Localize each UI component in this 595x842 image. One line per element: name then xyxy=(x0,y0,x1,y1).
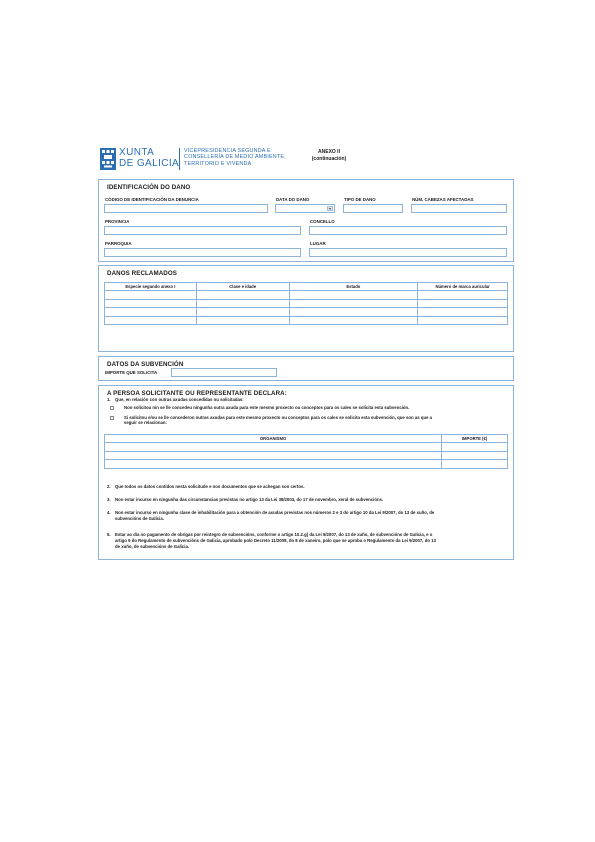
table-cell[interactable] xyxy=(418,299,508,308)
parroquia-label: PARROQUIA xyxy=(105,241,132,246)
option-text: seguir se relacionan: xyxy=(124,420,167,426)
item-text: Non estar incurso en ningunha das circunstancias previstas no artigo 13 da Lei 38/2003, do 17 de novembro, xeral de subvencións. xyxy=(115,497,384,502)
tipo-dano-label: TIPO DE DANO xyxy=(344,197,376,202)
item-number: 4. xyxy=(107,510,111,515)
table-row xyxy=(105,443,508,452)
table-header: ORGANISMO xyxy=(105,435,442,443)
annex-label xyxy=(304,148,354,162)
page-header xyxy=(98,146,518,174)
codigo-field[interactable] xyxy=(104,204,268,213)
item-text: Estar ao día no pagamento de obrigas por reintegro de subvencións, conforme o artigo 10.2.g) da Lei 9/2007, do 13 de xuño, de subvencións de Galicia, e o xyxy=(115,532,433,537)
table-cell[interactable] xyxy=(105,316,197,325)
provincia-field[interactable] xyxy=(104,226,301,235)
section-title: IDENTIFICACIÓN DO DANO xyxy=(107,184,191,191)
table-header: IMPORTE (€) xyxy=(442,435,508,443)
item-number: 3. xyxy=(107,497,111,502)
table-cell[interactable] xyxy=(105,443,442,452)
table-cell[interactable] xyxy=(289,308,418,317)
calendar-dropdown-icon[interactable]: ▾ xyxy=(328,206,331,211)
table-cell[interactable] xyxy=(418,291,508,300)
danos-section xyxy=(98,265,514,352)
annex-subtitle: (continuación) xyxy=(311,156,347,162)
tipo-dano-field[interactable] xyxy=(343,204,403,213)
xunta-logo xyxy=(98,146,198,172)
galicia-shield-icon xyxy=(100,148,116,170)
table-header: Especie segundo anexo I xyxy=(105,283,197,291)
table-cell[interactable] xyxy=(105,291,197,300)
table-cell[interactable] xyxy=(196,308,289,317)
table-cell[interactable] xyxy=(442,443,508,452)
option-text: Non solicitou nin se lle concedeu ningunha outra axuda para este mesmo proxecto ou conceptos para os cales se solicita esta subvención. xyxy=(124,405,410,410)
table-cell[interactable] xyxy=(196,316,289,325)
logo-line1: XUNTA xyxy=(119,147,155,158)
item-text: artigo 9 do Regulamento de subvencións de Galicia, aprobado polo Decreto 11/2009, do 8 de xaneiro, polo que se aproba o Regulamento da Lei 9/2007, do 13 xyxy=(115,538,436,543)
table-cell[interactable] xyxy=(105,460,442,469)
department-line: CONSELLERÍA DE MEDIO AMBIENTE, xyxy=(184,154,286,161)
table-header: Clase e idade xyxy=(196,283,289,291)
table-cell[interactable] xyxy=(442,451,508,460)
table-cell[interactable] xyxy=(289,316,418,325)
table-cell[interactable] xyxy=(196,299,289,308)
section-title: A PERSOA SOLICITANTE OU REPRESENTANTE DECLARA: xyxy=(107,390,287,397)
item-text: Que, en relación con outras axudas concedidas ou solicitadas: xyxy=(115,397,244,402)
table-row xyxy=(105,460,508,469)
table-cell[interactable] xyxy=(196,291,289,300)
item-text-block xyxy=(115,532,436,550)
codigo-label: CÓDIGO DE IDENTIFICACIÓN DA DENUNCIA xyxy=(105,197,199,202)
option-text: Si solicitou e/ou se lle concederon outras axudas para este mesmo proxecto ou conceptos para os cales se solicita esta subvención, que son as que a xyxy=(124,415,433,420)
option-si xyxy=(124,415,432,426)
lugar-field[interactable] xyxy=(309,248,507,257)
item-number: 5. xyxy=(107,532,111,537)
data-dano-label: DATA DO DANO xyxy=(276,197,310,202)
data-dano-field[interactable] xyxy=(275,204,335,213)
danos-table xyxy=(104,282,508,325)
table-cell[interactable] xyxy=(289,291,418,300)
table-row xyxy=(105,308,508,317)
department-name xyxy=(184,148,286,167)
organismo-table xyxy=(104,434,508,469)
lugar-label: LUGAR xyxy=(310,241,326,246)
department-line: VICEPRESIDENCIA SEGUNDA E xyxy=(184,148,271,154)
table-cell[interactable] xyxy=(289,299,418,308)
importe-label: IMPORTE QUE SOLICITA xyxy=(105,370,158,375)
table-cell[interactable] xyxy=(105,451,442,460)
item-number: 2. xyxy=(107,484,111,489)
declara-section xyxy=(98,385,514,560)
identificacion-section xyxy=(98,179,514,262)
provincia-label: PROVINCIA xyxy=(105,219,130,224)
table-row xyxy=(105,299,508,308)
table-cell[interactable] xyxy=(105,299,197,308)
item-number: 1. xyxy=(107,397,111,402)
department-line: TERRITORIO E VIVENDA xyxy=(184,160,252,167)
header-divider xyxy=(179,148,180,170)
item-text: subvencións de Galicia. xyxy=(115,516,164,521)
table-cell[interactable] xyxy=(418,308,508,317)
table-row xyxy=(105,451,508,460)
option-non xyxy=(124,405,409,411)
item-text: Que todos os datos contidos nesta solicitude e nos documentos que se achegan son certos. xyxy=(115,484,305,489)
table-row xyxy=(105,291,508,300)
table-header: Estado xyxy=(289,283,418,291)
table-cell[interactable] xyxy=(105,308,197,317)
cabezas-label: NÚM. CABEZAS AFECTADAS xyxy=(412,197,474,202)
concello-field[interactable] xyxy=(309,226,507,235)
section-title: DANOS RECLAMADOS xyxy=(107,270,178,277)
annex-title: ANEXO II xyxy=(318,149,340,155)
concello-label: CONCELLO xyxy=(310,219,335,224)
importe-field[interactable] xyxy=(171,368,277,377)
item-text: Non estar incurso en ningunha clase de inhabilitación para a obtención de axudas previstas nos números 2 e 3 do artigo 10 da Lei 9/2007, do 13 de xuño, de xyxy=(115,510,435,515)
section-title: DATOS DA SUBVENCIÓN xyxy=(107,361,184,368)
item-text-block xyxy=(115,510,434,522)
subvencion-section xyxy=(98,356,514,381)
table-cell[interactable] xyxy=(442,460,508,469)
table-row xyxy=(105,316,508,325)
option-non-checkbox[interactable] xyxy=(110,406,114,410)
table-cell[interactable] xyxy=(418,316,508,325)
table-header: Número de marca auricular xyxy=(418,283,508,291)
cabezas-field[interactable] xyxy=(411,204,507,213)
option-si-checkbox[interactable] xyxy=(110,416,114,420)
parroquia-field[interactable] xyxy=(104,248,301,257)
item-text: de xuño, de subvencións de Galicia. xyxy=(115,544,190,549)
logo-line2: DE GALICIA xyxy=(119,157,180,169)
logo-wordmark xyxy=(119,148,179,169)
